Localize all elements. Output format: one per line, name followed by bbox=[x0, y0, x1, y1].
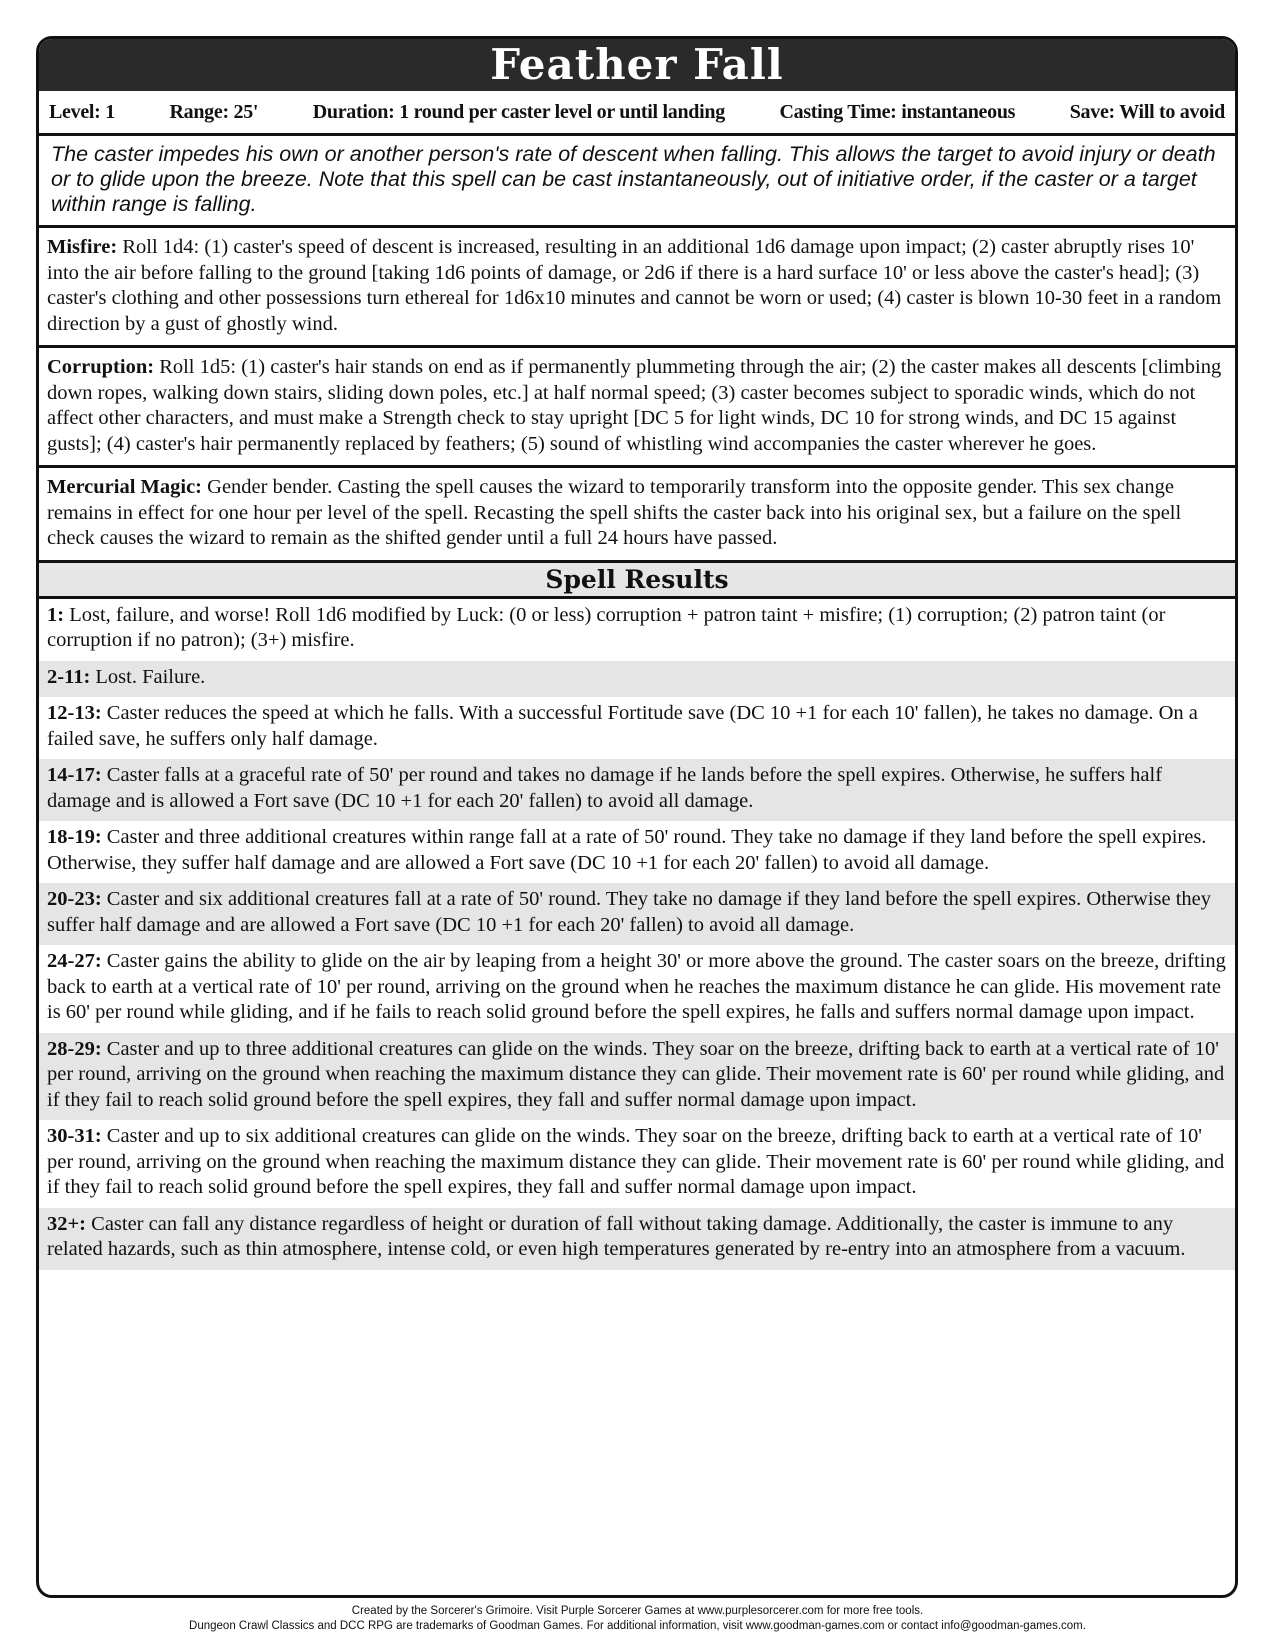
result-text: Caster and up to six additional creatures can glide on the winds. They soar on the breeze, drifting back to earth at a vertical rate of 10' per round, arriving on the ground when reaching the maximum distance they can glide. Their movement rate is 60' per round while gliding, and if they fail to reach solid ground before the spell expires, they fall and suffer normal damage upon impact. bbox=[47, 1125, 1225, 1198]
result-row bbox=[39, 599, 1235, 661]
corruption-section bbox=[39, 348, 1235, 468]
result-range: 30-31: bbox=[47, 1125, 102, 1147]
result-text: Caster can fall any distance regardless of height or duration of fall without taking damage. Additionally, the caster is immune to any related hazards, such as thin atmosphere, intense cold, or even high temperatures generated by re-entry into an atmosphere from a vacuum. bbox=[47, 1212, 1186, 1260]
result-text: Caster gains the ability to glide on the air by leaping from a height 30' or more above the ground. The caster soars on the breeze, drifting back to earth at a vertical rate of 10' per round, arriving on the ground when he reaches the maximum distance he can glide. His movement rate is 60' per round while gliding, and if he fails to reach solid ground before the spell expires, he falls and suffers normal damage upon impact. bbox=[47, 950, 1226, 1023]
result-text: Caster falls at a graceful rate of 50' per round and takes no damage if he lands before the spell expires. Otherwise, he suffers half damage and is allowed a Fort save (DC 10 +1 for each 20' fallen) to avoid all damage. bbox=[47, 764, 1163, 812]
result-row bbox=[39, 697, 1235, 759]
result-text: Caster and three additional creatures within range fall at a rate of 50' round. They take no damage if they land before the spell expires. Otherwise, they suffer half damage and are allowed a Fort save (DC 10 +1 for each 20' fallen) to avoid all damage. bbox=[47, 826, 1207, 874]
result-row bbox=[39, 661, 1235, 698]
stat-duration: Duration: 1 round per caster level or until landing bbox=[312, 100, 725, 123]
result-text: Caster and up to three additional creatures can glide on the winds. They soar on the breeze, drifting back to earth at a vertical rate of 10' per round, arriving on the ground when reaching the maximum distance they can glide. Their movement rate is 60' per round while gliding, and if they fail to reach solid ground before the spell expires, they fall and suffer normal damage upon impact. bbox=[47, 1037, 1225, 1111]
corruption-label: Corruption: bbox=[47, 356, 155, 378]
result-range: 32+: bbox=[47, 1212, 87, 1235]
result-range: 14-17: bbox=[47, 764, 102, 786]
result-row bbox=[39, 821, 1235, 883]
result-range: 1: bbox=[47, 603, 65, 626]
result-text: Caster and six additional creatures fall at a rate of 50' round. They take no damage if they land before the spell expires. Otherwise they suffer half damage and are allowed a Fort save (DC 10 +1 for each 20' fallen) to avoid all damage. bbox=[47, 888, 1212, 936]
result-range: 24-27: bbox=[47, 950, 102, 972]
mercurial-text: Gender bender. Casting the spell causes the wizard to temporarily transform into the opposite gender. This sex change remains in effect for one hour per level of the spell. Recasting the spell shifts the caster back into his original sex, but a failure on the spell check causes the wizard to remain as the shifted gender until a full 24 hours have passed. bbox=[47, 476, 1182, 549]
footer-trademark: Dungeon Crawl Classics and DCC RPG are trademarks of Goodman Games. For additional information, visit www.goodman-games.com or contact info@goodman-games.com. bbox=[189, 1620, 1086, 1632]
stat-range: Range: 25' bbox=[169, 100, 259, 123]
result-row bbox=[39, 1208, 1235, 1270]
result-range: 12-13: bbox=[47, 702, 102, 724]
result-text: Lost. Failure. bbox=[90, 665, 206, 688]
spell-description: The caster impedes his own or another person's rate of descent when falling. This allows the target to avoid injury or death or to glide upon the breeze. Note that this spell can be cast instantaneously, out of initiative order, if the caster or a target within range is falling. bbox=[39, 136, 1235, 228]
spell-results-header: Spell Results bbox=[39, 563, 1235, 599]
spell-title: Feather Fall bbox=[39, 39, 1235, 91]
stat-level: Level: 1 bbox=[49, 100, 115, 123]
result-row bbox=[39, 1120, 1235, 1208]
result-row bbox=[39, 883, 1235, 945]
stat-save: Save: Will to avoid bbox=[1069, 100, 1225, 123]
result-text: Caster reduces the speed at which he falls. With a successful Fortitude save (DC 10 +1 for each 10' fallen), he takes no damage. On a failed save, he suffers only half damage. bbox=[47, 702, 1198, 750]
result-text: Lost, failure, and worse! Roll 1d6 modified by Luck: (0 or less) corruption + patron taint + misfire; (1) corruption; (2) patron taint (or corruption if no patron); (3+) misfire. bbox=[47, 603, 1166, 651]
result-row bbox=[39, 945, 1235, 1033]
page-footer bbox=[0, 1604, 1275, 1634]
result-row bbox=[39, 759, 1235, 821]
misfire-section bbox=[39, 228, 1235, 348]
spell-stats bbox=[39, 91, 1235, 136]
mercurial-label: Mercurial Magic: bbox=[47, 476, 203, 498]
result-range: 2-11: bbox=[47, 665, 91, 688]
mercurial-magic-section bbox=[39, 468, 1235, 563]
results-table bbox=[39, 599, 1235, 1270]
misfire-text: Roll 1d4: (1) caster's speed of descent is increased, resulting in an additional 1d6 damage upon impact; (2) caster abruptly rises 10' into the air before falling to the ground [taking 1d6 points of damage, or 2d6 if there is a hard surface 10' or less above the caster's head]; (3) caster's clothing and other possessions turn ethereal for 1d6x10 minutes and cannot be worn or used; (4) caster is blown 10-30 feet in a random direction by a gust of ghostly wind. bbox=[47, 236, 1222, 335]
result-range: 20-23: bbox=[47, 888, 102, 910]
misfire-label: Misfire: bbox=[47, 236, 118, 258]
spell-card bbox=[36, 36, 1238, 1598]
result-range: 28-29: bbox=[47, 1037, 102, 1060]
corruption-text: Roll 1d5: (1) caster's hair stands on end as if permanently plummeting through the air; (2) the caster makes all descents [climbing down ropes, walking down stairs, sliding down poles, etc.] at half normal speed; (3) caster becomes subject to sporadic winds, which do not affect other characters, and must make a Strength check to stay upright [DC 5 for light winds, DC 10 for strong winds, and DC 15 against gusts]; (4) caster's hair permanently replaced by feathers; (5) sound of whistling wind accompanies the caster wherever he goes. bbox=[47, 356, 1222, 455]
footer-credit: Created by the Sorcerer's Grimoire. Visit Purple Sorcerer Games at www.purplesorcerer.com for more free tools. bbox=[351, 1605, 924, 1617]
result-range: 18-19: bbox=[47, 826, 102, 848]
result-row bbox=[39, 1033, 1235, 1121]
stat-casting-time: Casting Time: instantaneous bbox=[779, 100, 1016, 123]
